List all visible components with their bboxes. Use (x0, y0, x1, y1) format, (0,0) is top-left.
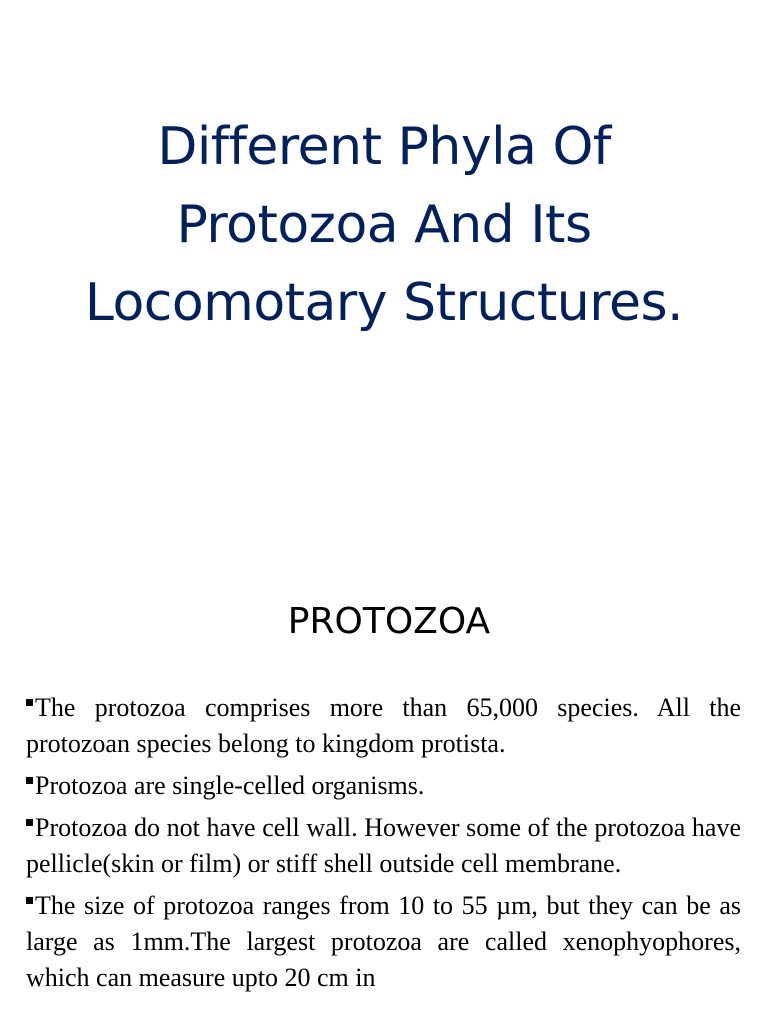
square-bullet-icon (26, 819, 33, 826)
square-bullet-icon (26, 777, 33, 784)
bullet-item (26, 888, 741, 996)
slide-title-line-2: Protozoa And Its (176, 195, 592, 255)
bullet-text: The protozoa comprises more than 65,000 species. All the protozoan species belong to kingdom protista. (26, 693, 741, 758)
slide-title (0, 108, 768, 342)
bullet-text: Protozoa are single-celled organisms. (35, 771, 425, 800)
square-bullet-icon (26, 897, 33, 904)
slide-title-line-3: Locomotary Structures. (84, 273, 684, 333)
bullet-item (26, 768, 741, 804)
slide-title-line-1: Different Phyla Of (157, 117, 611, 177)
section-heading: PROTOZOA (287, 601, 491, 642)
bullet-item (26, 690, 741, 762)
bullet-text: Protozoa do not have cell wall. However some of the protozoa have pellicle(skin or film) or stiff shell outside cell membrane. (26, 813, 741, 878)
bullet-text: The size of protozoa ranges from 10 to 55 µm, but they can be as large as 1mm.The largest protozoa are called xenophyophores, which can measure upto 20 cm in (26, 891, 741, 992)
bullet-list (26, 690, 741, 1002)
square-bullet-icon (26, 699, 33, 706)
bullet-item (26, 810, 741, 882)
